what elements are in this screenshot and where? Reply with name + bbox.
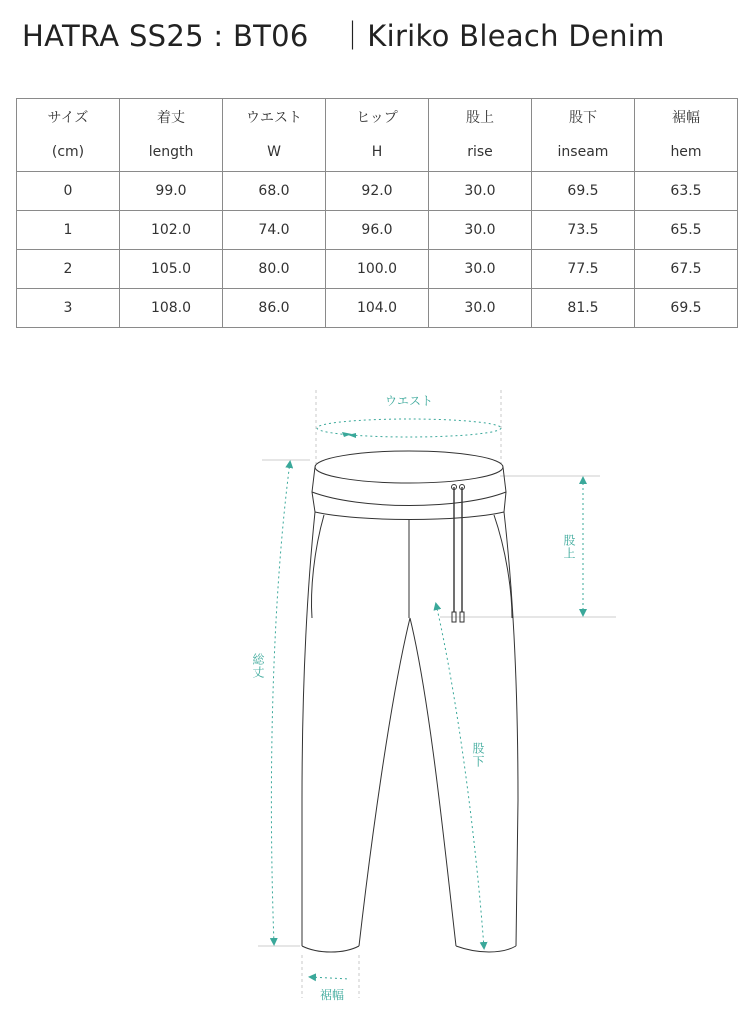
- table-cell: 63.5: [635, 172, 738, 211]
- table-cell: 0: [17, 172, 120, 211]
- table-cell: 68.0: [223, 172, 326, 211]
- table-cell: 108.0: [120, 289, 223, 328]
- header-cell: ヒップ H: [326, 99, 429, 172]
- table-cell: 81.5: [532, 289, 635, 328]
- length-label: 総丈: [251, 653, 265, 679]
- header-cell: ウエスト W: [223, 99, 326, 172]
- table-row: [17, 250, 738, 289]
- inseam-label: 股下: [471, 742, 485, 768]
- table-cell: 100.0: [326, 250, 429, 289]
- table-cell: 65.5: [635, 211, 738, 250]
- table-cell: 105.0: [120, 250, 223, 289]
- header-cell: 裾幅 hem: [635, 99, 738, 172]
- table-cell: 73.5: [532, 211, 635, 250]
- measure-labels: [320, 394, 433, 1002]
- table-cell: 69.5: [635, 289, 738, 328]
- size-table: [16, 98, 738, 328]
- header-row: [17, 99, 738, 172]
- hem-label: 裾幅: [320, 988, 345, 1002]
- header-cell: サイズ (cm): [17, 99, 120, 172]
- table-cell: 3: [17, 289, 120, 328]
- waist-label: ウエスト: [384, 394, 434, 408]
- table-cell: 69.5: [532, 172, 635, 211]
- table-row: [17, 172, 738, 211]
- pants-outline: [302, 451, 518, 952]
- table-cell: 99.0: [120, 172, 223, 211]
- table-cell: 67.5: [635, 250, 738, 289]
- table-cell: 86.0: [223, 289, 326, 328]
- table-cell: 74.0: [223, 211, 326, 250]
- measure-lines: [271, 419, 583, 979]
- table-cell: 80.0: [223, 250, 326, 289]
- table-cell: 102.0: [120, 211, 223, 250]
- table-cell: 30.0: [429, 211, 532, 250]
- table-cell: 77.5: [532, 250, 635, 289]
- page-title: HATRA SS25 : BT06 ｜Kiriko Bleach Denim: [22, 19, 665, 53]
- table-cell: 1: [17, 211, 120, 250]
- pants-diagram: [0, 380, 756, 1010]
- table-cell: 30.0: [429, 172, 532, 211]
- table-cell: 30.0: [429, 289, 532, 328]
- table-row: [17, 211, 738, 250]
- table-cell: 30.0: [429, 250, 532, 289]
- table-cell: 96.0: [326, 211, 429, 250]
- rise-label: 股上: [562, 534, 576, 560]
- table-cell: 104.0: [326, 289, 429, 328]
- table-row: [17, 289, 738, 328]
- measure-arrows: [342, 432, 356, 438]
- header-cell: 股下 inseam: [532, 99, 635, 172]
- table-cell: 92.0: [326, 172, 429, 211]
- table-cell: 2: [17, 250, 120, 289]
- header-cell: 着丈 length: [120, 99, 223, 172]
- header-cell: 股上 rise: [429, 99, 532, 172]
